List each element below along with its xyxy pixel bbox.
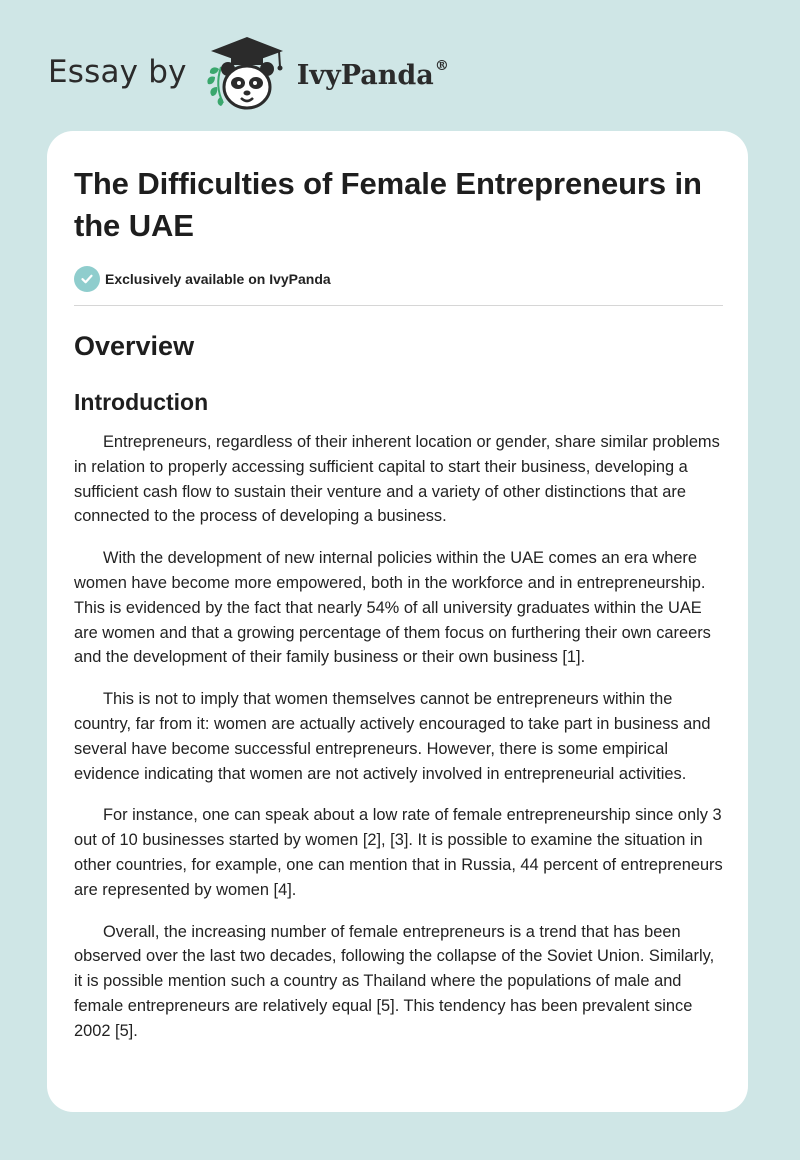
essay-by-label: Essay by	[48, 54, 187, 90]
brand-name-text: IvyPanda	[296, 59, 434, 91]
page-title: The Difficulties of Female Entrepreneurs in the UAE	[74, 166, 702, 243]
brand-name[interactable]	[296, 57, 449, 91]
essay-card	[47, 131, 748, 1112]
exclusive-badge-label: Exclusively available on IvyPanda	[105, 271, 331, 287]
divider	[74, 305, 723, 306]
subsection-heading-introduction: Introduction	[74, 389, 209, 415]
paragraph: With the development of new internal policies within the UAE comes an era where women have become more empowered, both in the workforce and in entrepreneurship. This is evidenced by the fact that nearly 54% of all university graduates within the UAE are women and that a growing percentage of them focus on furthering their own careers and the development of their family business or their own business [1].	[74, 549, 711, 667]
paragraph: This is not to imply that women themselves cannot be entrepreneurs within the country, far from it: women are actually actively encouraged to take part in business and several have become successful entrepreneurs. However, there is some empirical evidence indicating that women are not actively involved in entrepreneurial activities.	[74, 690, 711, 783]
paragraph: Entrepreneurs, regardless of their inherent location or gender, share similar problems in relation to properly accessing sufficient capital to start their business, developing a sufficient cash flow to sustain their venture and a variety of other distinctions that are connected to the process of developing a business.	[74, 433, 720, 526]
section-heading-overview: Overview	[74, 331, 195, 361]
essay-content	[74, 163, 723, 1044]
site-header	[48, 30, 752, 116]
paragraph: For instance, one can speak about a low rate of female entrepreneurship since only 3 out of 10 businesses started by women [2], [3]. It is possible to examine the situation in other countries, for example, one can mention that in Russia, 44 percent of entrepreneurs are represented by women [4].	[74, 806, 723, 899]
paragraph: Overall, the increasing number of female entrepreneurs is a trend that has been observed over the last two decades, following the collapse of the Soviet Union. Similarly, it is possible mention such a country as Thailand where the populations of male and female entrepreneurs are relatively equal [5]. This tendency has been prevalent since 2002 [5].	[74, 922, 715, 1040]
check-circle-icon	[74, 266, 100, 292]
trademark-symbol: ®	[434, 57, 449, 74]
exclusive-badge	[74, 265, 723, 293]
ivypanda-logo-icon[interactable]	[201, 33, 293, 113]
